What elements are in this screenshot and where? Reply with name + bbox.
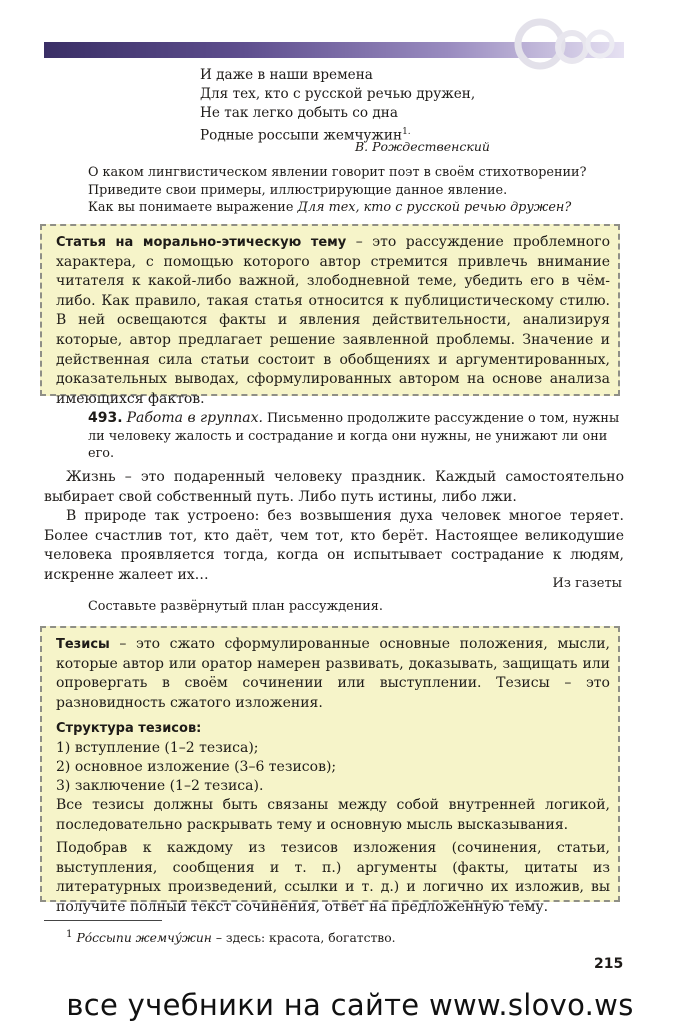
newspaper-quote: [44, 468, 624, 585]
quote-source: Из газеты: [552, 576, 622, 591]
poem-author: В. Рождественский: [355, 139, 490, 154]
structure-list: [56, 739, 610, 796]
poem-line: Не так легко добыть со дна: [200, 105, 398, 121]
plan-instruction: Составьте развёрнутый план рассуждения.: [88, 599, 383, 614]
poem: [200, 66, 475, 146]
footnote: [66, 928, 396, 945]
quote-paragraph: Жизнь – это подаренный человеку праздник. Каждый самостоятельно выбирает свой собственный путь. Либо путь истины, либо лжи.: [44, 469, 624, 505]
exercise-title: Работа в группах.: [126, 410, 263, 426]
footnote-mark: 1: [66, 928, 73, 940]
structure-item: 3) заключение (1–2 тезиса).: [56, 777, 264, 794]
structure-heading: Структура тезисов:: [56, 721, 202, 737]
footnote-divider: [44, 920, 162, 921]
question: Приведите свои примеры, иллюстрирующие данное явление.: [88, 182, 508, 198]
header-ornament: [500, 14, 700, 74]
theses-term: Тезисы: [56, 637, 110, 652]
structure-item: 1) вступление (1–2 тезиса);: [56, 739, 259, 756]
site-banner: все учебники на сайте www.slovo.ws: [66, 988, 634, 1022]
theses-definition: Тезисы – это сжато сформулированные основные положения, мысли, которые автор или оратор намерен развивать, доказывать, защищать или опровергать в своём сочинении или выступлении. Тезисы – это разновидность сжатого изложения.: [56, 636, 610, 711]
article-definition: Статья на морально-этическую тему – это рассуждение проблемного характера, с помощью которого автор стремится привлечь внимание читателя к какой-либо важной, злободневной теме, убедить его в чём-либо. Как правило, такая статья относится к публицистическому стилю. В ней освещаются факты и явления действительности, анализируя которые, автор предлагает решение заявленной проблемы. Значение и действенная сила статьи состоит в обобщениях и аргументированных, доказательных выводах, сформулированных автором на основе анализа имеющихся фактов.: [56, 234, 610, 407]
poem-line: Для тех, кто с русской речью дружен,: [200, 86, 476, 102]
exercise-number: 493.: [88, 410, 123, 426]
exercise-text: Письменно продолжите рассуждение о том, нужны ли человеку жалость и сострадание и когда они нужны, не унижают ли они его.: [88, 411, 620, 461]
article-term: Статья на морально-этическую тему: [56, 235, 347, 250]
footnote-text: – здесь: красота, богатство.: [211, 931, 396, 946]
definition-box-article: [40, 224, 620, 407]
questions: [88, 164, 628, 217]
exercise-493: [88, 410, 623, 463]
footnote-mark: 1.: [402, 127, 411, 137]
question: О каком лингвистическом явлении говорит поэт в своём стихотворении?: [88, 165, 587, 180]
definition-box-theses: [40, 626, 620, 915]
logic-note: Все тезисы должны быть связаны между собой внутренней логикой, последовательно раскрывать тему и основную мысль высказывания.: [56, 796, 610, 833]
structure-item: 2) основное изложение (3–6 тезисов);: [56, 758, 337, 775]
question: Как вы понимаете выражение Для тех, кто с русской речью дружен?: [88, 200, 572, 215]
quote-paragraph: В природе так устроено: без возвышения духа человек многое теряет. Более счастлив тот, кто даёт, чем тот, кто берёт. Настоящее великодушие человека проявляется тогда, когда он испытывает сострадание к людям, искренне жалеет их…: [44, 508, 624, 583]
theses-conclusion: Подобрав к каждому из тезисов изложения (сочинения, статьи, выступления, сообщения и т. п.) аргументы (факты, цитаты из литературных произведений, ссылки и т. д.) и логично их изложив, вы получите полный текст сочинения, ответ на предложенную тему.: [56, 840, 610, 915]
page-number: 215: [594, 956, 624, 972]
poem-line: Родные россыпи жемчужин$^{1.}$: [200, 127, 411, 144]
poem-line: И даже в наши времена: [200, 67, 373, 83]
footnote-term: Ро́ссыпи жемчу́жин: [76, 931, 212, 946]
